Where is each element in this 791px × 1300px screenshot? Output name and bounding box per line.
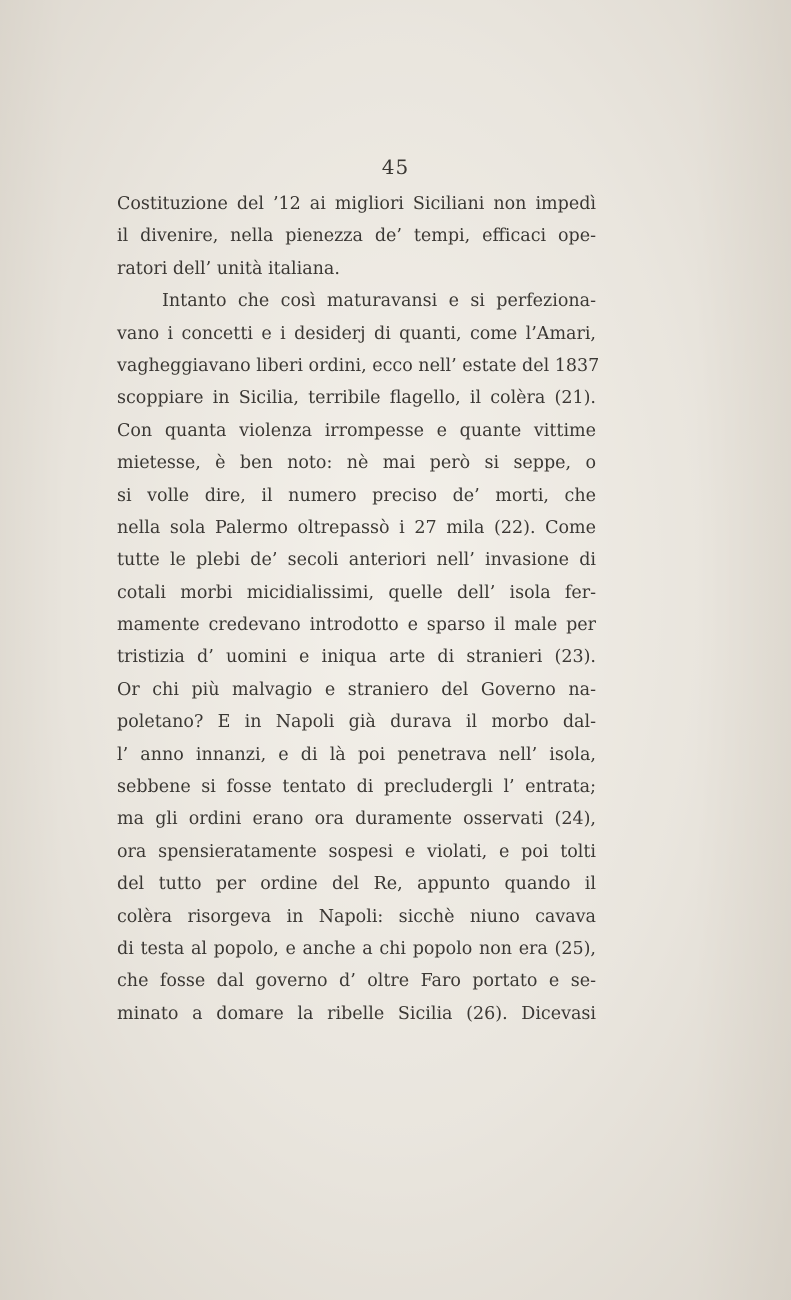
text-line: minato a domare la ribelle Sicilia (26). Dicevasi <box>117 1003 596 1024</box>
text-line: vagheggiavano liberi ordini, ecco nell’ estate del 1837 <box>117 355 600 376</box>
text-line: mamente credevano introdotto e sparso il male per <box>117 615 596 636</box>
text-line: Costituzione del ’12 ai migliori Siciliani non impedì <box>117 194 596 214</box>
text-line: mietesse, è ben noto: nè mai però si seppe, o <box>117 453 596 474</box>
text-line: Intanto che così maturavansi e si perfeziona- <box>162 291 596 312</box>
text-line: Con quanta violenza irrompesse e quante vittime <box>117 420 596 441</box>
text-line: sebbene si fosse tentato di precludergli l’ entrata; <box>117 777 596 798</box>
text-line: il divenire, nella pienezza de’ tempi, efficaci ope- <box>117 226 596 247</box>
text-line: ma gli ordini erano ora duramente osservati (24), <box>117 809 596 830</box>
body-text <box>117 188 600 1030</box>
text-line: del tutto per ordine del Re, appunto quando il <box>117 874 596 895</box>
text-line: nella sola Palermo oltrepassò i 27 mila (22). Come <box>117 517 596 538</box>
text-line: ora spensieratamente sospesi e violati, e poi tolti <box>117 841 596 862</box>
text-line: che fosse dal governo d’ oltre Faro portato e se- <box>117 971 596 992</box>
text-line: Or chi più malvagio e straniero del Governo na- <box>117 679 596 700</box>
text-line: cotali morbi micidialissimi, quelle dell’ isola fer- <box>117 582 596 603</box>
page-number: 45 <box>381 155 410 179</box>
text-line: si volle dire, il numero preciso de’ morti, che <box>117 485 596 506</box>
text-line: tristizia d’ uomini e iniqua arte di stranieri (23). <box>117 647 596 668</box>
text-line: scoppiare in Sicilia, terribile flagello, il colèra (21). <box>117 388 596 409</box>
text-line: poletano? E in Napoli già durava il morbo dal- <box>117 712 596 733</box>
text-line: l’ anno innanzi, e di là poi penetrava nell’ isola, <box>117 744 596 765</box>
text-line: ratori dell’ unità italiana. <box>117 258 340 279</box>
text-line: tutte le plebi de’ secoli anteriori nell’ invasione di <box>117 550 596 571</box>
text-line: di testa al popolo, e anche a chi popolo non era (25), <box>117 938 596 959</box>
text-line: colèra risorgeva in Napoli: sicchè niuno cavava <box>117 906 596 927</box>
text-line: vano i concetti e i desiderj di quanti, come l’Amari, <box>117 323 596 344</box>
